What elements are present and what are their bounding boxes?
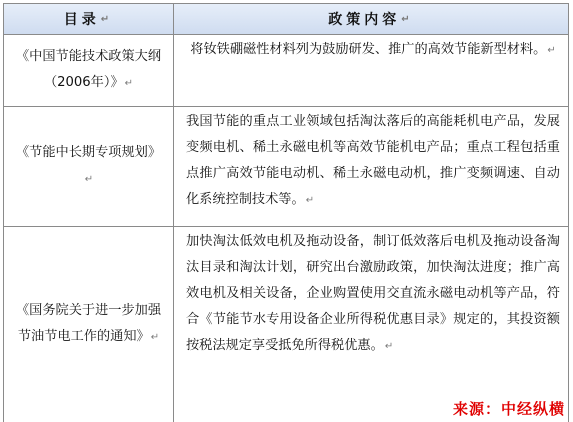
- source-label: 来源：中经纵横: [452, 400, 565, 418]
- catalog-text: 《国务院关于进一步加强节油节电工作的通知》: [15, 303, 162, 344]
- paragraph-mark-icon: ↵: [100, 13, 114, 25]
- paragraph-mark-icon: ↵: [84, 174, 94, 185]
- header-catalog-label: 目录: [63, 12, 100, 28]
- paragraph-mark-icon: ↵: [305, 195, 315, 206]
- table-row: [4, 227, 568, 422]
- paragraph-mark-icon: ↵: [384, 341, 394, 352]
- policy-table: [3, 3, 569, 422]
- content-text: 将钕铁硼磁性材料列为鼓励研发、推广的高效节能新型材料。: [190, 42, 547, 57]
- header-catalog: [4, 4, 174, 34]
- content-text: 加快淘汰低效电机及拖动设备，制订低效落后电机及拖动设备淘汰目录和淘汰计划，研究出台激励政策，加快淘汰进度；推广高效电机及相关设备，企业购置使用交直流永磁电动机等产品，符合《节能节水专用设备企业所得税优惠目录》规定的，其投资额按税法规定享受抵免所得税优惠。: [186, 234, 560, 353]
- content-cell: [174, 227, 568, 422]
- header-policy-content: [174, 4, 568, 34]
- catalog-text: 《中国节能技术政策大纲（2006年）》: [15, 49, 162, 90]
- table-row: [4, 35, 568, 107]
- catalog-text: 《节能中长期专项规划》: [15, 145, 162, 160]
- content-text: 我国节能的重点工业领域包括淘汰落后的高能耗机电产品，发展变频电机、稀土永磁电机等高效节能机电产品；重点工程包括重点推广高效节能电动机、稀土永磁电动机，推广变频调速、自动化系统控制技术等。: [186, 114, 560, 207]
- catalog-cell: [4, 227, 174, 422]
- table-row: [4, 107, 568, 227]
- catalog-cell: [4, 107, 174, 226]
- content-cell: [174, 107, 568, 226]
- header-content-label: 政策内容: [328, 12, 401, 28]
- paragraph-mark-icon: ↵: [150, 332, 160, 343]
- catalog-cell: [4, 35, 174, 106]
- paragraph-mark-icon: ↵: [547, 45, 556, 56]
- table-header-row: [4, 4, 568, 35]
- paragraph-mark-icon: ↵: [124, 78, 134, 89]
- content-cell: [174, 35, 568, 106]
- paragraph-mark-icon: ↵: [401, 13, 414, 25]
